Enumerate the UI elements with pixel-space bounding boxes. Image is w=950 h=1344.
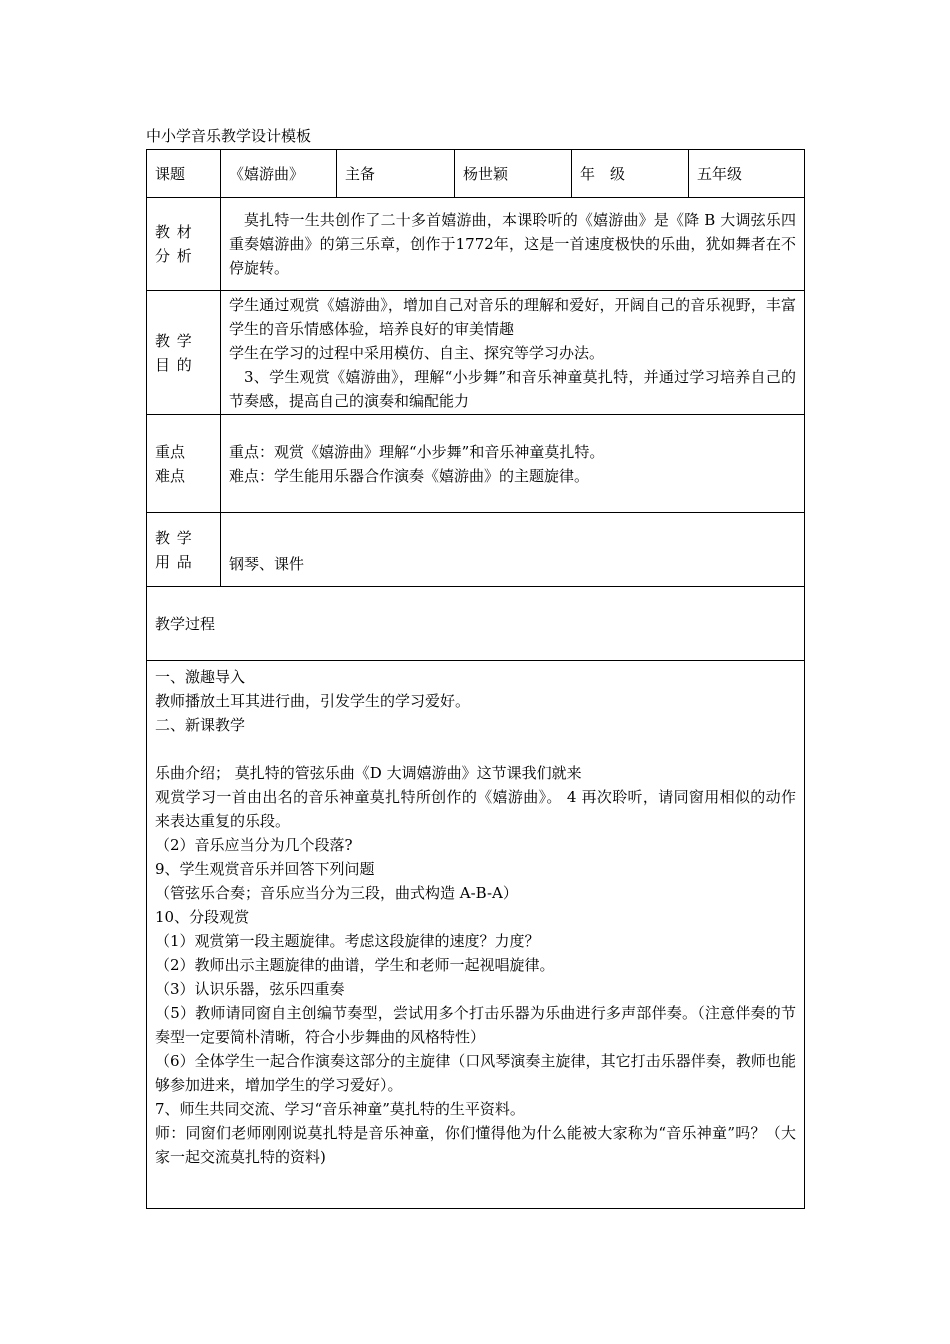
material-analysis-label: 教材分析 bbox=[147, 198, 221, 291]
key-points-label-difficulty: 难点 bbox=[155, 466, 186, 485]
key-points-label-focus: 重点 bbox=[155, 442, 186, 461]
header-row bbox=[147, 150, 805, 198]
objective-item-2: 学生在学习的过程中采用模仿、自主、探究等学习办法。 bbox=[229, 343, 605, 362]
process-blank-line bbox=[155, 737, 796, 761]
key-points-label bbox=[147, 415, 221, 513]
lead-label: 主备 bbox=[337, 150, 455, 198]
material-analysis-text: 莫扎特一生共创作了二十多首嬉游曲，本课聆听的《嬉游曲》是《降 B 大调弦乐四重奏嬉游曲》的第三乐章，创作于1772年，这是一首速度极快的乐曲，犹如舞者在不停旋转。 bbox=[229, 211, 796, 277]
process-line: （管弦乐合奏；音乐应当分为三段，曲式构造 A-B-A） bbox=[155, 884, 518, 902]
objective-item-1: 学生通过观赏《嬉游曲》，增加自己对音乐的理解和爱好，开阔自己的音乐视野，丰富学生的音乐情感体验，培养良好的审美情趣 bbox=[229, 295, 796, 338]
objectives-row bbox=[147, 291, 805, 415]
topic-value: 《嬉游曲》 bbox=[221, 150, 337, 198]
teaching-materials-row bbox=[147, 513, 805, 587]
process-line: （1）观赏第一段主题旋律。考虑这段旋律的速度？力度？ bbox=[155, 932, 540, 950]
material-analysis-row bbox=[147, 198, 805, 291]
process-label: 教学过程 bbox=[147, 587, 805, 661]
objective-item-3: 3、学生观赏《嬉游曲》，理解“小步舞”和音乐神童莫扎特，并通过学习培养自己的节奏感，提高自己的演奏和编配能力 bbox=[229, 367, 796, 410]
process-line: 10、分段观赏 bbox=[155, 908, 250, 926]
lead-value: 杨世颖 bbox=[455, 150, 572, 198]
process-body-row bbox=[147, 661, 805, 1209]
process-line: （6）全体学生一起合作演奏这部分的主旋律（口风琴演奏主旋律，其它打击乐器伴奏，教师也能够参加进来，增加学生的学习爱好）。 bbox=[155, 1052, 796, 1094]
teaching-materials-label: 教学用品 bbox=[147, 513, 221, 587]
process-line: 教师播放土耳其进行曲，引发学生的学习爱好。 bbox=[155, 692, 471, 710]
key-points-row bbox=[147, 415, 805, 513]
process-line: 一、激趣导入 bbox=[155, 668, 246, 686]
process-line: 9、学生观赏音乐并回答下列问题 bbox=[155, 860, 375, 878]
process-line: 观赏学习一首由出名的音乐神童莫扎特所创作的《嬉游曲》。 4 再次聆听，请同窗用相似的动作来表达重复的乐段。 bbox=[155, 788, 796, 830]
process-line: （2）音乐应当分为几个段落? bbox=[155, 836, 353, 854]
process-heading-row bbox=[147, 587, 805, 661]
lesson-plan-table bbox=[146, 149, 805, 1209]
topic-label: 课题 bbox=[147, 150, 221, 198]
process-body bbox=[147, 661, 805, 1209]
process-line: 二、新课教学 bbox=[155, 716, 246, 734]
process-line: 7、师生共同交流、学习“音乐神童”莫扎特的生平资料。 bbox=[155, 1100, 525, 1118]
document-title: 中小学音乐教学设计模板 bbox=[146, 127, 312, 145]
process-line: 乐曲介绍； 莫扎特的管弦乐曲《D 大调嬉游曲》这节课我们就来 bbox=[155, 764, 582, 782]
difficulty-text: 难点：学生能用乐器合作演奏《嬉游曲》的主题旋律。 bbox=[229, 466, 590, 485]
process-line: 师：同窗们老师刚刚说莫扎特是音乐神童，你们懂得他为什么能被大家称为“音乐神童”吗？（大家一起交流莫扎特的资料) bbox=[155, 1124, 796, 1166]
process-line: （2）教师出示主题旋律的曲谱，学生和老师一起视唱旋律。 bbox=[155, 956, 555, 974]
objectives-label: 教学目的 bbox=[147, 291, 221, 415]
process-line: （5）教师请同窗自主创编节奏型，尝试用多个打击乐器为乐曲进行多声部伴奏。（注意伴奏的节奏型一定要简朴清晰，符合小步舞曲的风格特性） bbox=[155, 1004, 796, 1046]
focus-text: 重点：观赏《嬉游曲》理解“小步舞”和音乐神童莫扎特。 bbox=[229, 442, 605, 461]
teaching-materials-value: 钢琴、课件 bbox=[229, 555, 305, 573]
grade-label: 年 级 bbox=[572, 150, 689, 198]
process-line: （3）认识乐器，弦乐四重奏 bbox=[155, 980, 345, 998]
grade-value: 五年级 bbox=[689, 150, 805, 198]
